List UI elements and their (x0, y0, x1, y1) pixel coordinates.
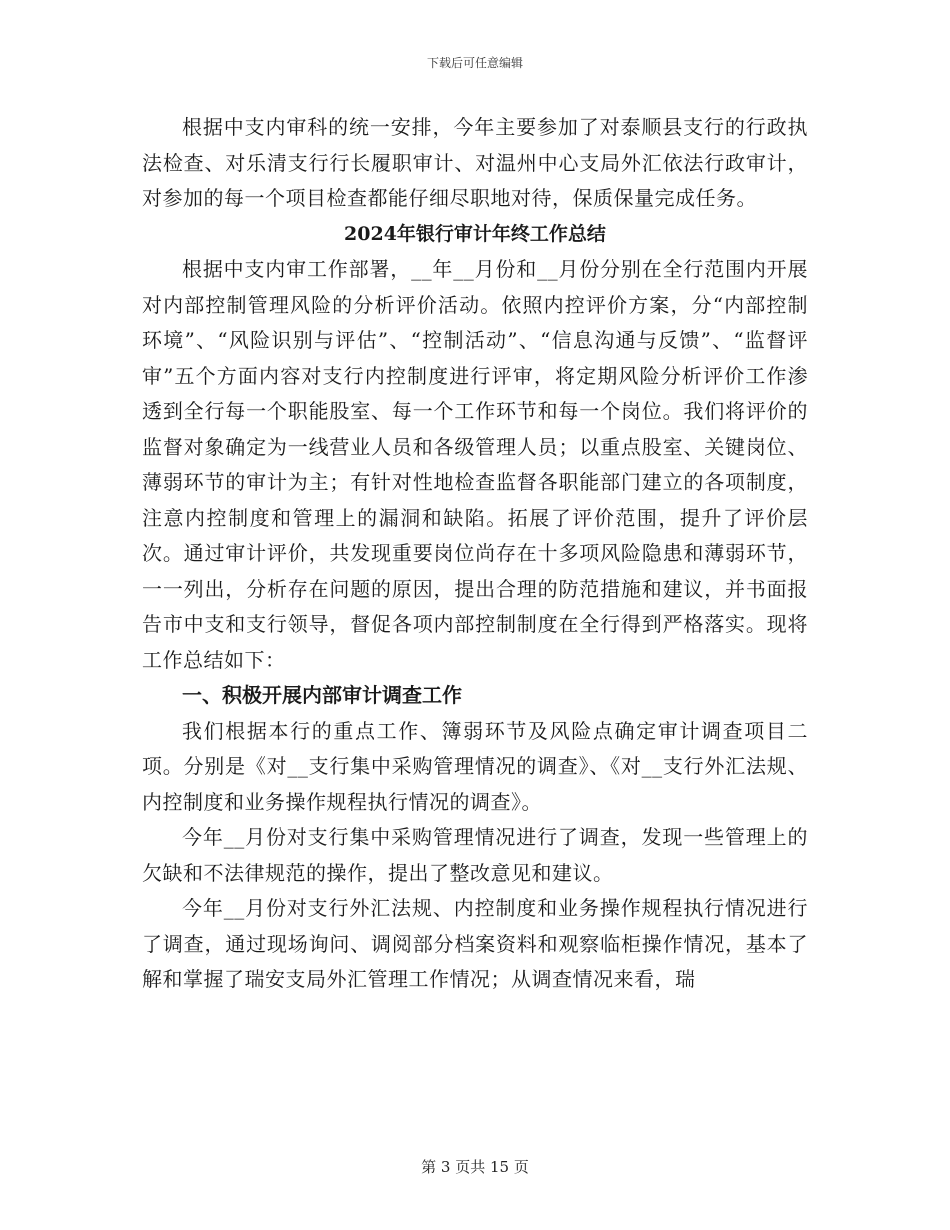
paragraph-3: 今年__月份对支行集中采购管理情况进行了调查，发现一些管理上的欠缺和不法律规范的操作，提出了整改意见和建议。 (142, 825, 808, 885)
paragraph-1: 根据中支内审工作部署，__年__月份和__月份分别在全行范围内开展对内部控制管理风险的分析评价活动。依照内控评价方案，分“内部控制环境”、“风险识别与评估”、“控制活动”、“信息沟通与反馈”、“监督评审”五个方面内容对支行内控制度进行评审，将定期风险分析评价工作渗透到全行每一个职能股室、每一个工作环节和每一个岗位。我们将评价的监督对象确定为一线营业人员和各级管理人员；以重点股室、关键岗位、薄弱环节的审计为主；有针对性地检查监督各职能部门建立的各项制度，注意内控制度和管理上的漏洞和缺陷。拓展了评价范围，提升了评价层次。通过审计评价，共发现重要岗位尚存在十多项风险隐患和薄弱环节，一一列出，分析存在问题的原因，提出合理的防范措施和建议，并书面报告市中支和支行领导，督促各项内部控制制度在全行得到严格落实。现将工作总结如下： (142, 257, 808, 672)
paragraph-2: 我们根据本行的重点工作、簿弱环节及风险点确定审计调查项目二项。分别是《对__支行集中采购管理情况的调查》、《对__支行外汇法规、内控制度和业务操作规程执行情况的调查》。 (142, 718, 808, 814)
section-heading-1: 一、积极开展内部审计调查工作 (182, 683, 462, 707)
paragraph-4: 今年__月份对支行外汇法规、内控制度和业务操作规程执行情况进行了调查，通过现场询问、调阅部分档案资料和观察临柜操作情况，基本了解和掌握了瑞安支局外汇管理工作情况；从调查情况来看，瑞 (142, 896, 808, 991)
page-number: 第 3 页共 15 页 (421, 1158, 529, 1176)
document-title: 2024年银行审计年终工作总结 (344, 222, 606, 245)
intro-paragraph: 根据中支内审科的统一安排，今年主要参加了对泰顺县支行的行政执法检查、对乐清支行行长履职审计、对温州中心支局外汇依法行政审计，对参加的每一个项目检查都能仔细尽职地对待，保质保量完成任务。 (142, 115, 808, 210)
document-body (142, 110, 808, 998)
page-header: 下载后可任意编辑 (426, 56, 523, 70)
